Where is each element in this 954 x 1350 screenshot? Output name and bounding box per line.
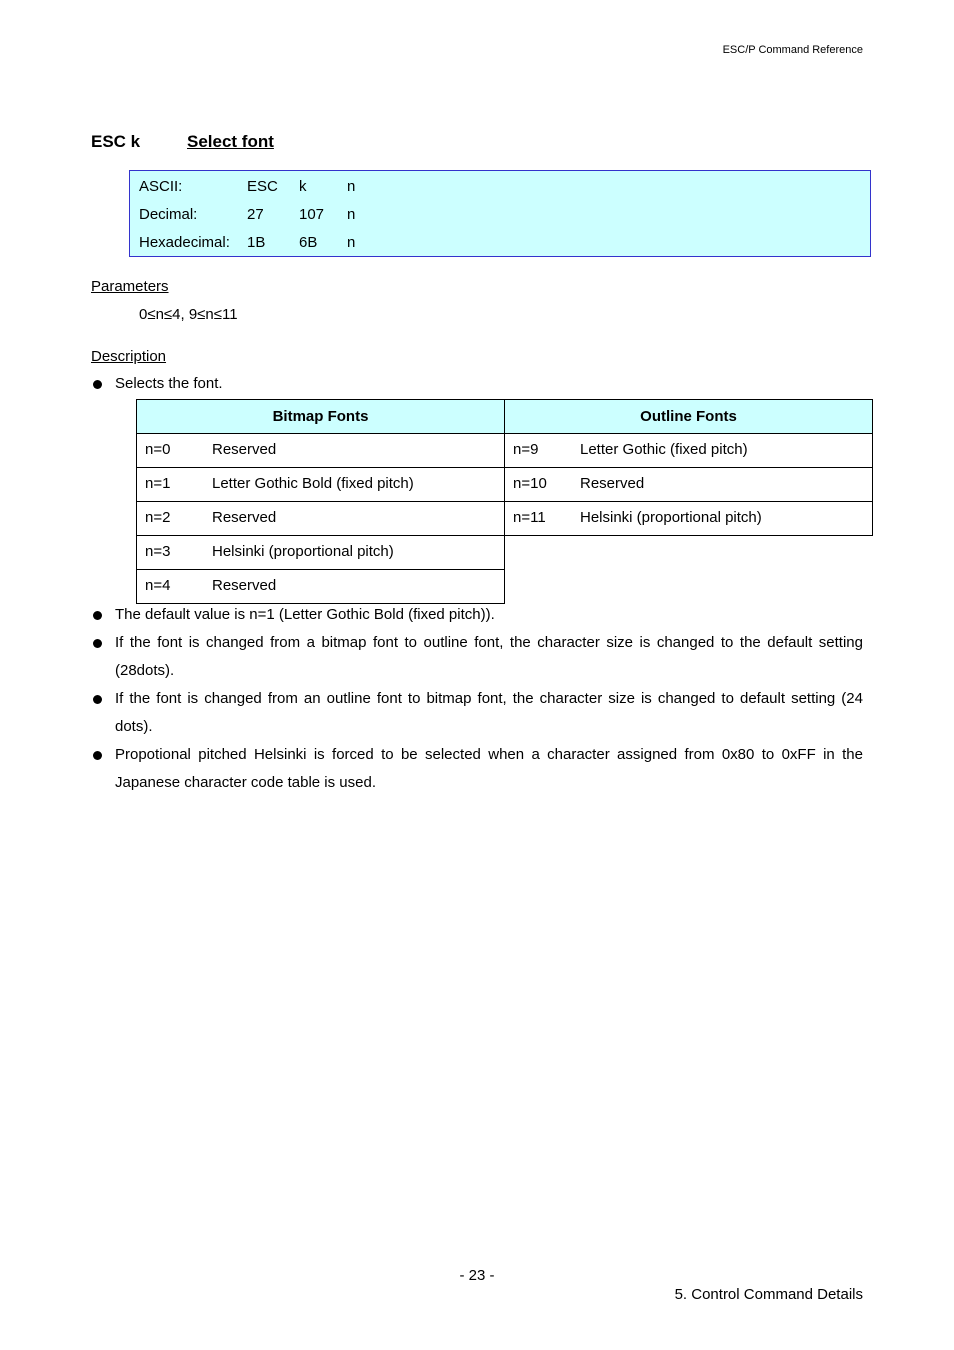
- font-name: Letter Gothic Bold (fixed pitch): [212, 475, 414, 492]
- command-description: Select font: [187, 132, 274, 151]
- bullet-text: If the font is changed from an outline font to bitmap font, the character size is changed to default setting (24 dots).: [115, 690, 863, 735]
- bullet-icon: [93, 380, 102, 389]
- bullet-icon: [93, 695, 102, 704]
- bullet-icon: [93, 611, 102, 620]
- bullet-text: The default value is n=1 (Letter Gothic Bold (fixed pitch)).: [115, 606, 495, 623]
- code-value: 107: [299, 206, 325, 223]
- outline-fonts-header: Outline Fonts: [505, 400, 873, 434]
- code-value: 1B: [247, 234, 266, 251]
- font-number: n=2: [145, 509, 171, 526]
- font-name: Helsinki (proportional pitch): [580, 509, 762, 526]
- code-value: n: [347, 178, 356, 195]
- outline-font-cell: [505, 468, 872, 501]
- bullet-item: [91, 601, 863, 629]
- bitmap-fonts-header: Bitmap Fonts: [137, 400, 505, 434]
- parameters-heading: Parameters: [91, 278, 169, 295]
- font-name: Reserved: [212, 441, 277, 458]
- description-heading: Description: [91, 348, 167, 365]
- bullet-icon: [93, 751, 102, 760]
- table-row: [137, 468, 873, 502]
- code-label: ASCII:: [139, 178, 183, 195]
- font-name: Reserved: [212, 577, 277, 594]
- parameter-range: 0≤n≤4, 9≤n≤11: [139, 306, 238, 323]
- bullet-item: [91, 741, 863, 797]
- bullet-item: [91, 370, 863, 398]
- bitmap-font-cell: [137, 502, 504, 535]
- font-number: n=11: [513, 509, 546, 526]
- code-value: ESC: [247, 178, 278, 195]
- code-value: 6B: [299, 234, 318, 251]
- bullet-text: Selects the font.: [115, 375, 223, 392]
- font-number: n=3: [145, 543, 171, 560]
- chapter-footer: 5. Control Command Details: [674, 1286, 863, 1303]
- code-label: Hexadecimal:: [139, 234, 230, 251]
- bitmap-font-cell: [137, 536, 504, 569]
- outline-font-cell: [505, 502, 872, 535]
- bullet-item: [91, 685, 863, 741]
- section-title: [91, 132, 274, 152]
- bitmap-font-cell: [137, 434, 504, 467]
- table-row: [137, 536, 873, 570]
- code-value: n: [347, 206, 356, 223]
- font-number: n=4: [145, 577, 171, 594]
- bullet-text: If the font is changed from a bitmap font to outline font, the character size is changed to the default setting (28dots).: [115, 634, 863, 679]
- table-row: [137, 502, 873, 536]
- bullet-icon: [93, 639, 102, 648]
- table-row: [137, 434, 873, 468]
- font-number: n=10: [513, 475, 547, 492]
- code-value: n: [347, 234, 356, 251]
- command-name: ESC k: [91, 132, 141, 151]
- command-code-box: [129, 170, 871, 257]
- font-name: Reserved: [212, 509, 277, 526]
- font-number: n=0: [145, 441, 171, 458]
- page-number: - 23 -: [459, 1267, 495, 1284]
- font-name: Helsinki (proportional pitch): [212, 543, 394, 560]
- bitmap-font-cell: [137, 468, 504, 501]
- running-header: ESC/P Command Reference: [722, 44, 863, 56]
- bullet-item: [91, 629, 863, 685]
- font-name: Reserved: [580, 475, 645, 492]
- bullet-text: Propotional pitched Helsinki is forced to be selected when a character assigned from 0x80 to 0xFF in the Japanese character code table is used.: [115, 746, 863, 791]
- table-row: [137, 570, 873, 604]
- outline-font-cell: [505, 434, 872, 467]
- code-value: k: [299, 178, 307, 195]
- font-name: Letter Gothic (fixed pitch): [580, 441, 748, 458]
- font-number: n=9: [513, 441, 539, 458]
- code-value: 27: [247, 206, 264, 223]
- font-number: n=1: [145, 475, 171, 492]
- font-table: [136, 399, 873, 604]
- code-label: Decimal:: [139, 206, 198, 223]
- bitmap-font-cell: [137, 570, 504, 603]
